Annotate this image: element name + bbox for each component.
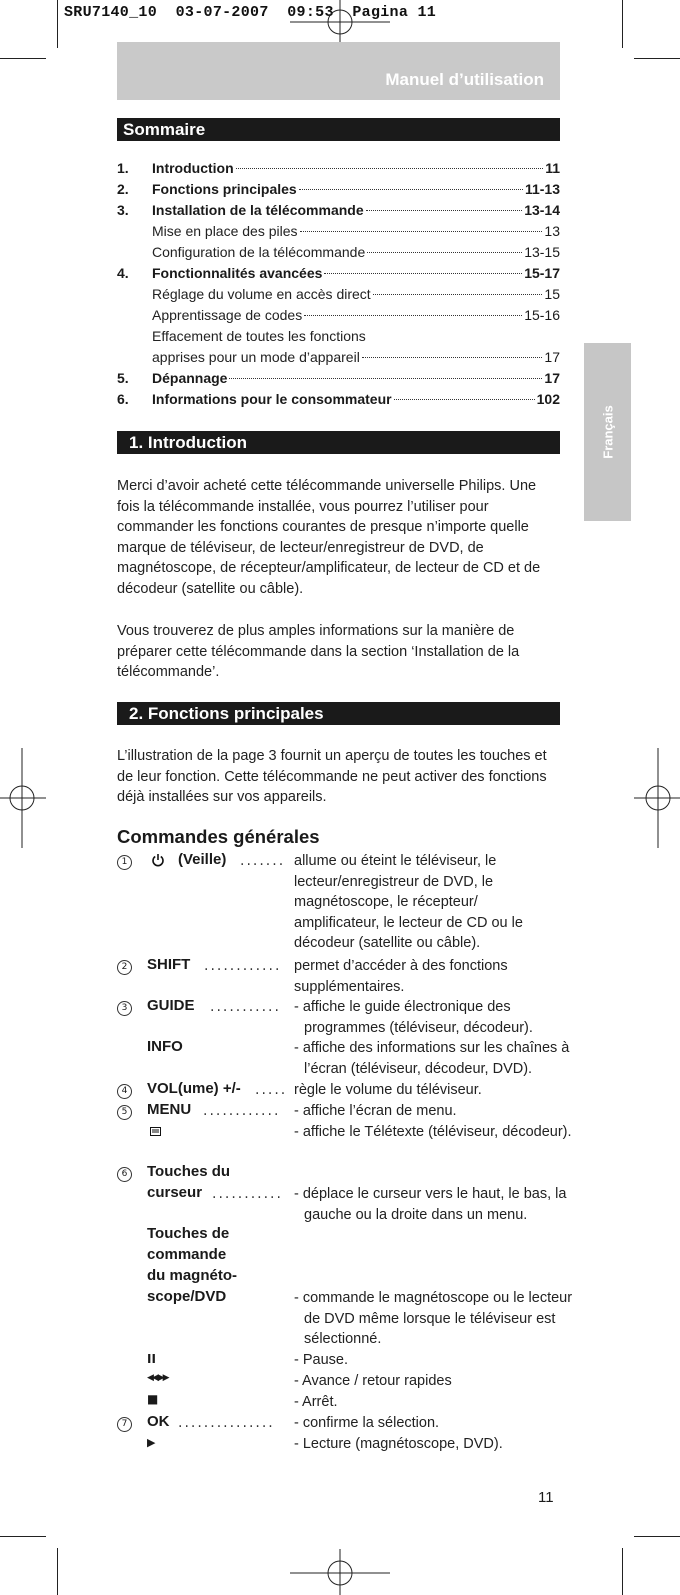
leader-dots: ............ <box>204 958 282 974</box>
toc-entry: 5. Dépannage 17 <box>117 370 560 386</box>
teletext-icon <box>150 1127 161 1136</box>
registration-mark-bottom <box>290 1547 390 1595</box>
item-number: 2 <box>117 960 132 975</box>
leader-dots: ....... <box>240 853 286 869</box>
veille-key: (Veille) <box>178 851 227 868</box>
toc-entry: 6. Informations pour le consommateur 102 <box>117 391 560 407</box>
info-key: INFO <box>147 1038 183 1055</box>
veille-description: allume ou éteint le téléviseur, le lecteur/enregistreur de DVD, le magnétoscope, le récepteur/ amplificateur, le lecteur de CD ou le décodeur (satellite ou câble). <box>294 853 523 952</box>
menu-description: - affiche l’écran de menu. <box>294 1103 457 1119</box>
volume-description: règle le volume du téléviseur. <box>294 1082 482 1098</box>
item-number: 6 <box>117 1167 132 1182</box>
shift-key: SHIFT <box>147 956 191 973</box>
intro-paragraph-2: Vous trouverez de plus amples informations sur la manière de préparer cette télécommande dans la section ‘Installation de la télécommande’. <box>117 623 520 681</box>
manual-title: Manuel d’utilisation <box>385 70 544 89</box>
leader-dots: ........... <box>212 1186 283 1202</box>
registration-mark-right <box>632 748 680 848</box>
fonctions-paragraph: L’illustration de la page 3 fournit un aperçu de toutes les touches et de leur fonction. Cette télécommande ne peut activer des fonctions déjà installées sur vos appareils. <box>117 748 547 806</box>
introduction-heading: 1. Introduction <box>117 431 560 454</box>
ok-key: OK <box>147 1413 170 1430</box>
menu-key: MENU <box>147 1101 192 1118</box>
crop-mark <box>622 0 623 48</box>
language-label: Français <box>600 405 615 459</box>
vcr-keys-label: commande <box>147 1246 227 1263</box>
sommaire-heading: Sommaire <box>117 118 560 141</box>
stop-icon: ■ <box>147 1392 159 1406</box>
vcr-keys-label: Touches de <box>147 1225 230 1242</box>
intro-paragraph-1: Merci d’avoir acheté cette télécommande universelle Philips. Une fois la télécommande installée, vous pourrez l’utiliser pour commander les fonctions courantes de presque n’importe quelle marque de téléviseur, de lecteur/enregistreur de DVD, de magnétoscope, de récepteur/amplificateur, de lecteur de CD et de décodeur (satellite ou câble). <box>117 478 541 597</box>
page-number: 11 <box>538 1489 554 1506</box>
guide-key: GUIDE <box>147 997 195 1014</box>
cursor-keys-label: Touches du <box>147 1163 231 1180</box>
info-description: - affiche des informations sur les chaînes à l’écran (téléviseur, décodeur, DVD). <box>294 1040 570 1077</box>
vcr-description: - commande le magnétoscope ou le lecteur de DVD même lorsque le téléviseur est sélectionné. <box>294 1290 573 1348</box>
crop-mark <box>634 1536 680 1537</box>
power-icon <box>151 853 165 867</box>
toc-entry: Réglage du volume en accès direct 15 <box>152 286 560 302</box>
item-number: 4 <box>117 1084 132 1099</box>
item-number: 7 <box>117 1417 132 1432</box>
teletext-description: - affiche le Télétexte (téléviseur, décodeur). <box>294 1124 572 1140</box>
toc-entry: Configuration de la télécommande 13-15 <box>152 244 560 260</box>
pause-description: - Pause. <box>294 1352 348 1368</box>
cursor-keys-label: curseur <box>147 1184 203 1201</box>
toc-entry: Apprentissage de codes 15-16 <box>152 307 560 323</box>
leader-dots: ............... <box>178 1415 275 1431</box>
play-description: - Lecture (magnétoscope, DVD). <box>294 1436 503 1452</box>
language-tab <box>584 343 631 521</box>
toc-entry: Effacement de toutes les fonctions <box>152 328 366 344</box>
crop-mark <box>634 58 680 59</box>
toc-entry: 2. Fonctions principales 11-13 <box>117 181 560 197</box>
pause-icon: II <box>147 1352 156 1366</box>
item-number: 1 <box>117 855 132 870</box>
crop-mark <box>57 0 58 48</box>
play-icon: ▶ <box>147 1436 156 1449</box>
leader-dots: ............ <box>203 1103 281 1119</box>
ok-description: - confirme la sélection. <box>294 1415 440 1431</box>
volume-key: VOL(ume) +/- <box>147 1080 241 1097</box>
vcr-keys-label: du magnéto- <box>147 1267 237 1284</box>
leader-dots: ..... <box>255 1082 288 1098</box>
toc-entry: apprises pour un mode d’appareil 17 <box>152 349 560 365</box>
shift-description: permet d’accéder à des fonctions supplémentaires. <box>294 958 508 995</box>
toc-entry: Mise en place des piles 13 <box>152 223 560 239</box>
crop-mark <box>0 58 46 59</box>
vcr-keys-label: scope/DVD <box>147 1288 227 1305</box>
crop-mark <box>622 1548 623 1595</box>
toc-entry: 4. Fonctionnalités avancées 15-17 <box>117 265 560 281</box>
registration-mark-top <box>290 0 390 48</box>
header-band <box>117 42 560 100</box>
commandes-subtitle: Commandes générales <box>117 826 320 847</box>
crop-mark <box>0 1536 46 1537</box>
item-number: 5 <box>117 1105 132 1120</box>
cursor-description: - déplace le curseur vers le haut, le bas, la gauche ou la droite dans un menu. <box>294 1186 567 1223</box>
toc-entry: 1. Introduction 11 <box>117 160 560 176</box>
registration-mark-left <box>0 748 48 848</box>
fast-forward-description: - Avance / retour rapides <box>294 1373 452 1389</box>
crop-mark <box>57 1548 58 1595</box>
guide-description: - affiche le guide électronique des programmes (téléviseur, décodeur). <box>294 999 533 1036</box>
item-number: 3 <box>117 1001 132 1016</box>
leader-dots: ........... <box>210 999 281 1015</box>
fonctions-heading: 2. Fonctions principales <box>117 702 560 725</box>
toc-entry: 3. Installation de la télécommande 13-14 <box>117 202 560 218</box>
stop-description: - Arrêt. <box>294 1394 338 1410</box>
fast-forward-rewind-icon: ◀◀ ▶▶ <box>147 1373 168 1383</box>
print-slug: SRU7140_10 03-07-2007 09:53 Pagina 11 <box>64 4 437 21</box>
